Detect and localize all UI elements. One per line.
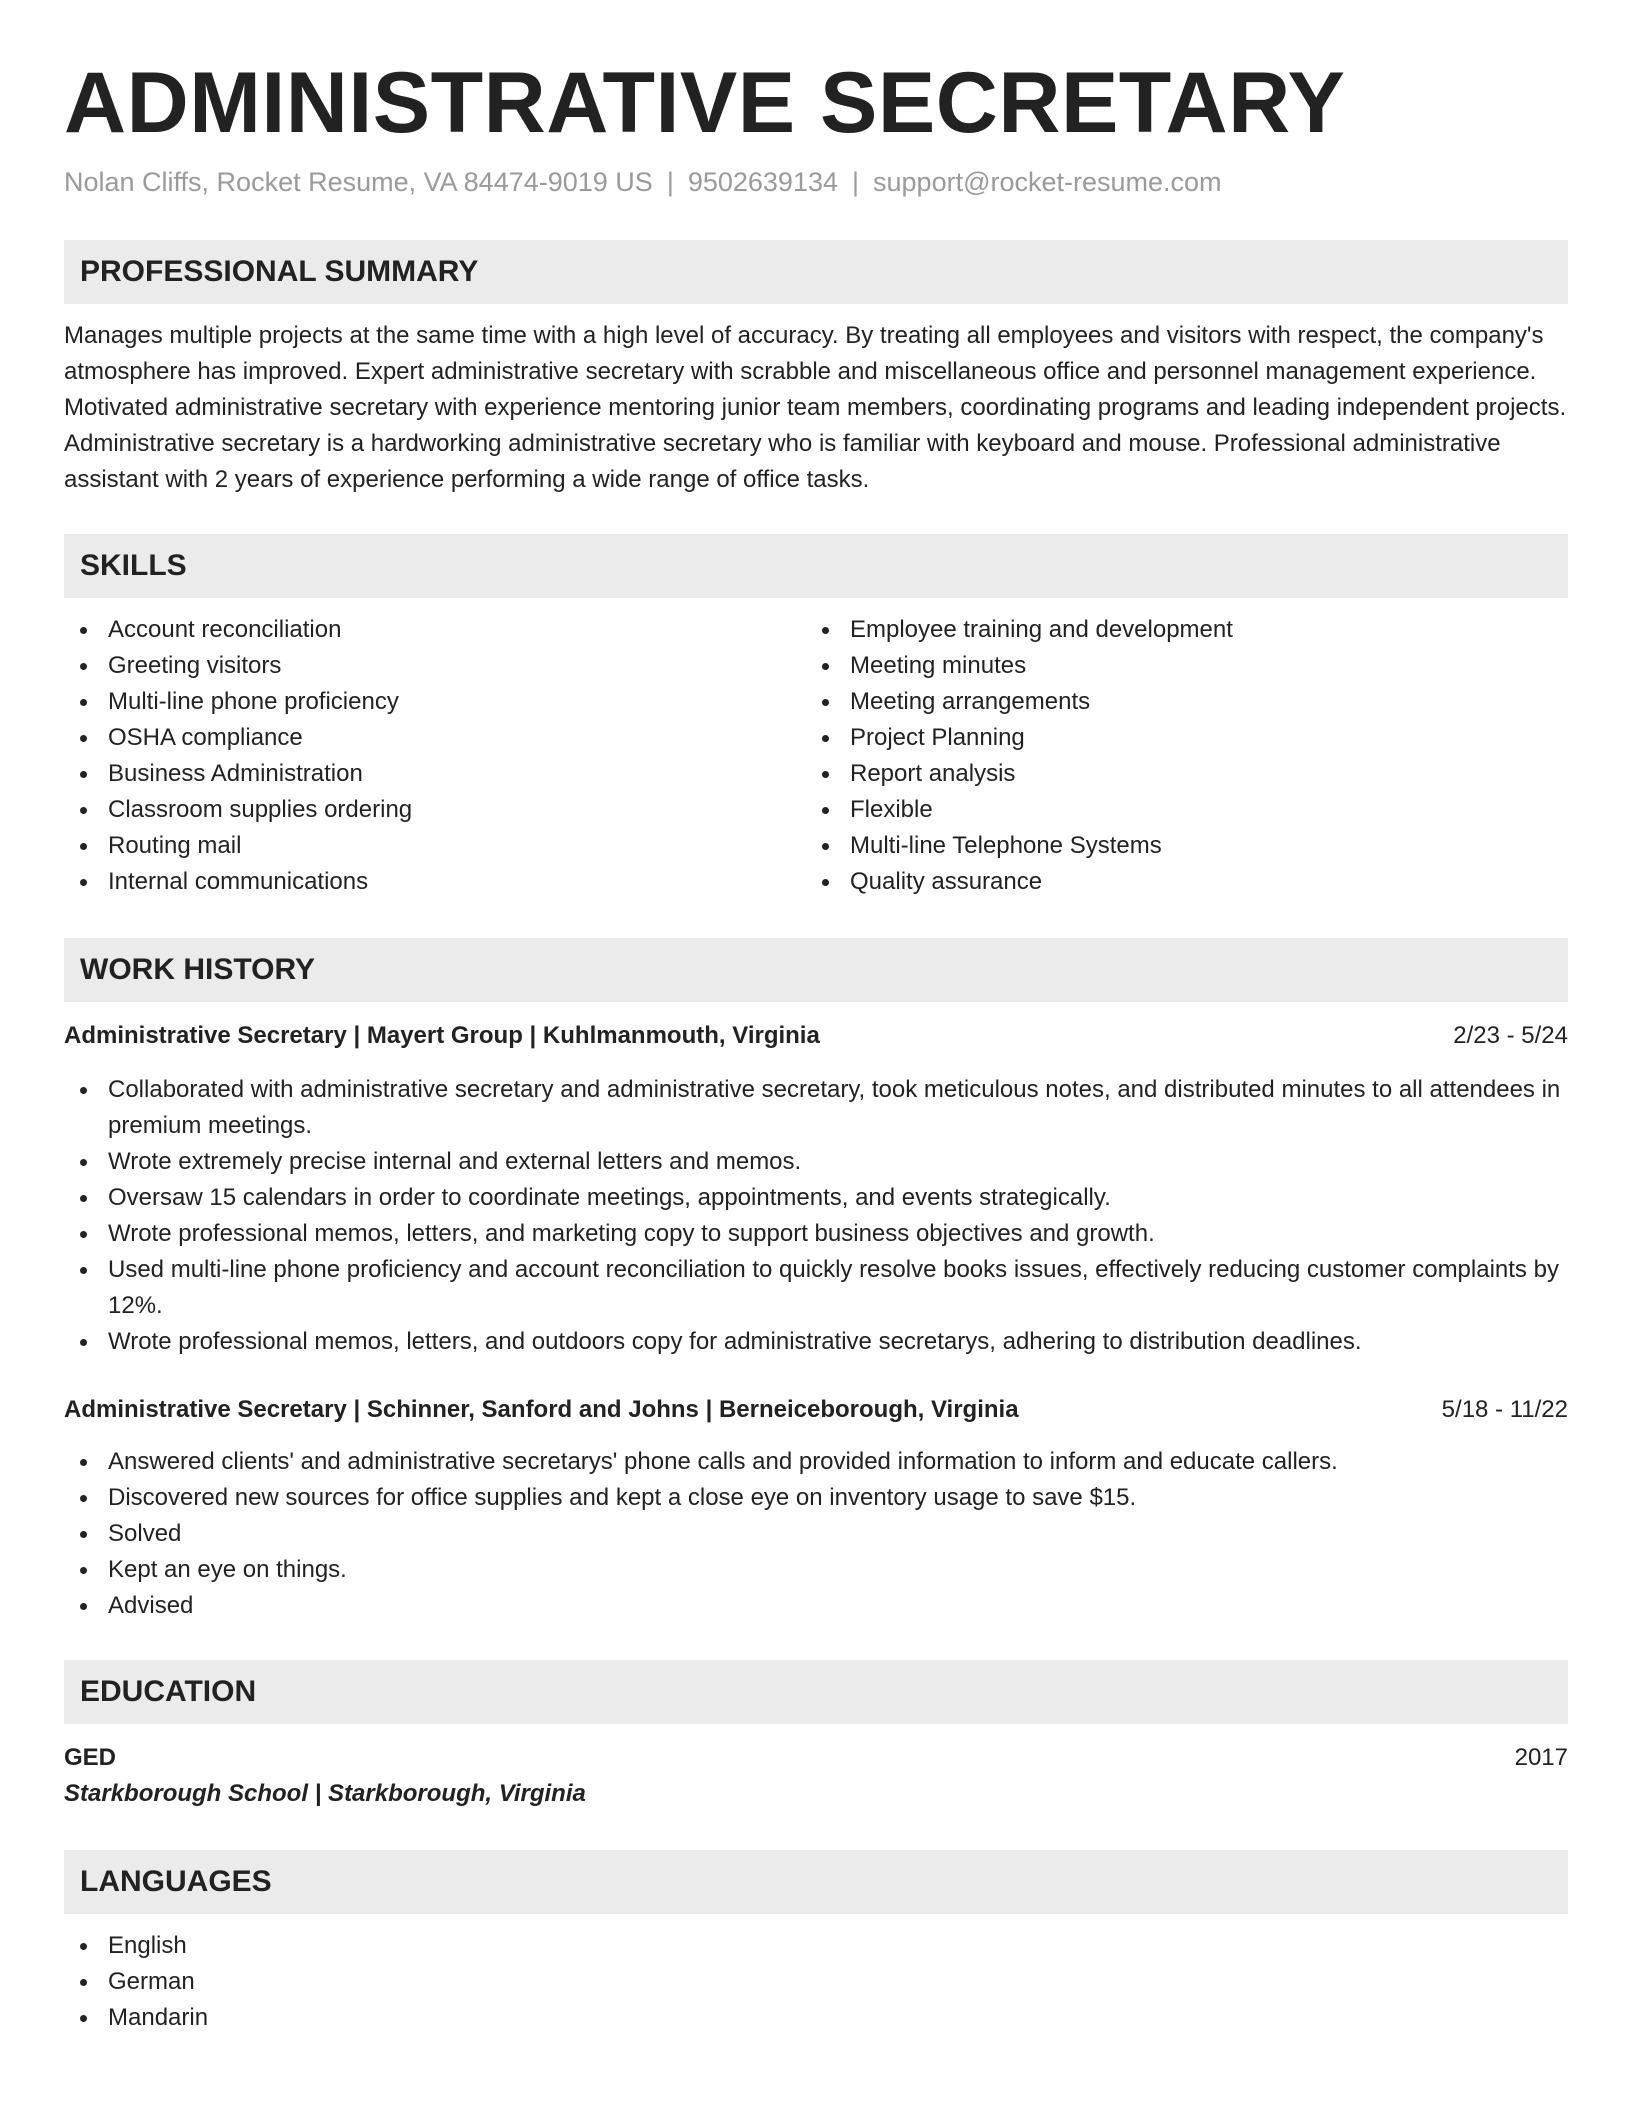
- job-header: [64, 1392, 1568, 1428]
- job-entry: [64, 1018, 1568, 1360]
- job-bullets: [64, 1444, 1568, 1624]
- skill-item: Meeting minutes: [806, 648, 1548, 684]
- skill-item: Classroom supplies ordering: [64, 792, 806, 828]
- job-dates: 5/18 - 11/22: [1441, 1395, 1568, 1423]
- skill-item: Multi-line Telephone Systems: [806, 828, 1548, 864]
- education-year: 2017: [1514, 1743, 1568, 1771]
- job-bullet: Oversaw 15 calendars in order to coordinate meetings, appointments, and events strategically.: [64, 1180, 1568, 1216]
- skills-heading: SKILLS: [64, 534, 1568, 598]
- skills-column-left: [64, 612, 806, 900]
- contact-separator: |: [666, 166, 674, 197]
- skill-item: Quality assurance: [806, 864, 1548, 900]
- job-entry: [64, 1392, 1568, 1624]
- contact-address: Nolan Cliffs, Rocket Resume, VA 84474-9019 US: [64, 166, 653, 197]
- skill-item: Employee training and development: [806, 612, 1548, 648]
- language-item: German: [64, 1964, 1568, 2000]
- job-bullet: Advised: [64, 1588, 1568, 1624]
- education-heading: EDUCATION: [64, 1660, 1568, 1724]
- job-bullet: Collaborated with administrative secretary and administrative secretary, took meticulous notes, and distributed minutes to all attendees in premium meetings.: [64, 1072, 1568, 1144]
- skills-column-right: [806, 612, 1548, 900]
- languages-list: [64, 1928, 1568, 2036]
- job-bullet: Used multi-line phone proficiency and account reconciliation to quickly resolve books issues, effectively reducing customer complaints by 12%.: [64, 1252, 1568, 1324]
- language-item: English: [64, 1928, 1568, 1964]
- skill-item: Report analysis: [806, 756, 1548, 792]
- skills-list: [64, 612, 1568, 900]
- contact-separator: |: [852, 166, 860, 197]
- job-bullet: Solved: [64, 1516, 1568, 1552]
- contact-line: [64, 165, 1568, 200]
- contact-phone: 9502639134: [687, 166, 838, 197]
- language-item: Mandarin: [64, 2000, 1568, 2036]
- contact-email: support@rocket-resume.com: [873, 166, 1222, 197]
- job-bullet: Kept an eye on things.: [64, 1552, 1568, 1588]
- summary-text: Manages multiple projects at the same time with a high level of accuracy. By treating all employees and visitors with respect, the company's atmosphere has improved. Expert administrative secretary with scrabble and miscellaneous office and personnel management experience. Motivated administrative secretary with experience mentoring junior team members, coordinating programs and leading independent projects. Administrative secretary is a hardworking administrative secretary who is familiar with keyboard and mouse. Professional administrative assistant with 2 years of experience performing a wide range of office tasks.: [64, 321, 1567, 493]
- education-school: Starkborough School | Starkborough, Virginia: [64, 1779, 586, 1807]
- education-header: [64, 1740, 1568, 1776]
- job-bullet: Discovered new sources for office supplies and kept a close eye on inventory usage to save $15.: [64, 1480, 1568, 1516]
- resume-page: [64, 56, 1568, 2036]
- job-header: [64, 1018, 1568, 1054]
- skill-item: Internal communications: [64, 864, 806, 900]
- job-bullet: Wrote professional memos, letters, and outdoors copy for administrative secretarys, adhering to distribution deadlines.: [64, 1324, 1568, 1360]
- job-title: Administrative Secretary | Schinner, Sanford and Johns | Berneiceborough, Virginia: [64, 1395, 1019, 1423]
- job-dates: 2/23 - 5/24: [1453, 1021, 1568, 1049]
- education-entry: [64, 1740, 1568, 1812]
- job-bullets: [64, 1072, 1568, 1360]
- skill-item: Multi-line phone proficiency: [64, 684, 806, 720]
- skill-item: Greeting visitors: [64, 648, 806, 684]
- skill-item: Routing mail: [64, 828, 806, 864]
- skill-item: Flexible: [806, 792, 1548, 828]
- skill-item: Project Planning: [806, 720, 1548, 756]
- skill-item: Account reconciliation: [64, 612, 806, 648]
- summary-heading: PROFESSIONAL SUMMARY: [64, 240, 1568, 304]
- skill-item: Meeting arrangements: [806, 684, 1548, 720]
- languages-heading: LANGUAGES: [64, 1850, 1568, 1914]
- job-bullet: Answered clients' and administrative secretarys' phone calls and provided information to inform and educate callers.: [64, 1444, 1568, 1480]
- job-bullet: Wrote professional memos, letters, and marketing copy to support business objectives and growth.: [64, 1216, 1568, 1252]
- work-history-heading: WORK HISTORY: [64, 938, 1568, 1002]
- skill-item: OSHA compliance: [64, 720, 806, 756]
- skill-item: Business Administration: [64, 756, 806, 792]
- job-bullet: Wrote extremely precise internal and external letters and memos.: [64, 1144, 1568, 1180]
- education-degree: GED: [64, 1743, 117, 1771]
- job-title: Administrative Secretary | Mayert Group | Kuhlmanmouth, Virginia: [64, 1021, 820, 1049]
- resume-title: ADMINISTRATIVE SECRETARY: [64, 55, 1346, 151]
